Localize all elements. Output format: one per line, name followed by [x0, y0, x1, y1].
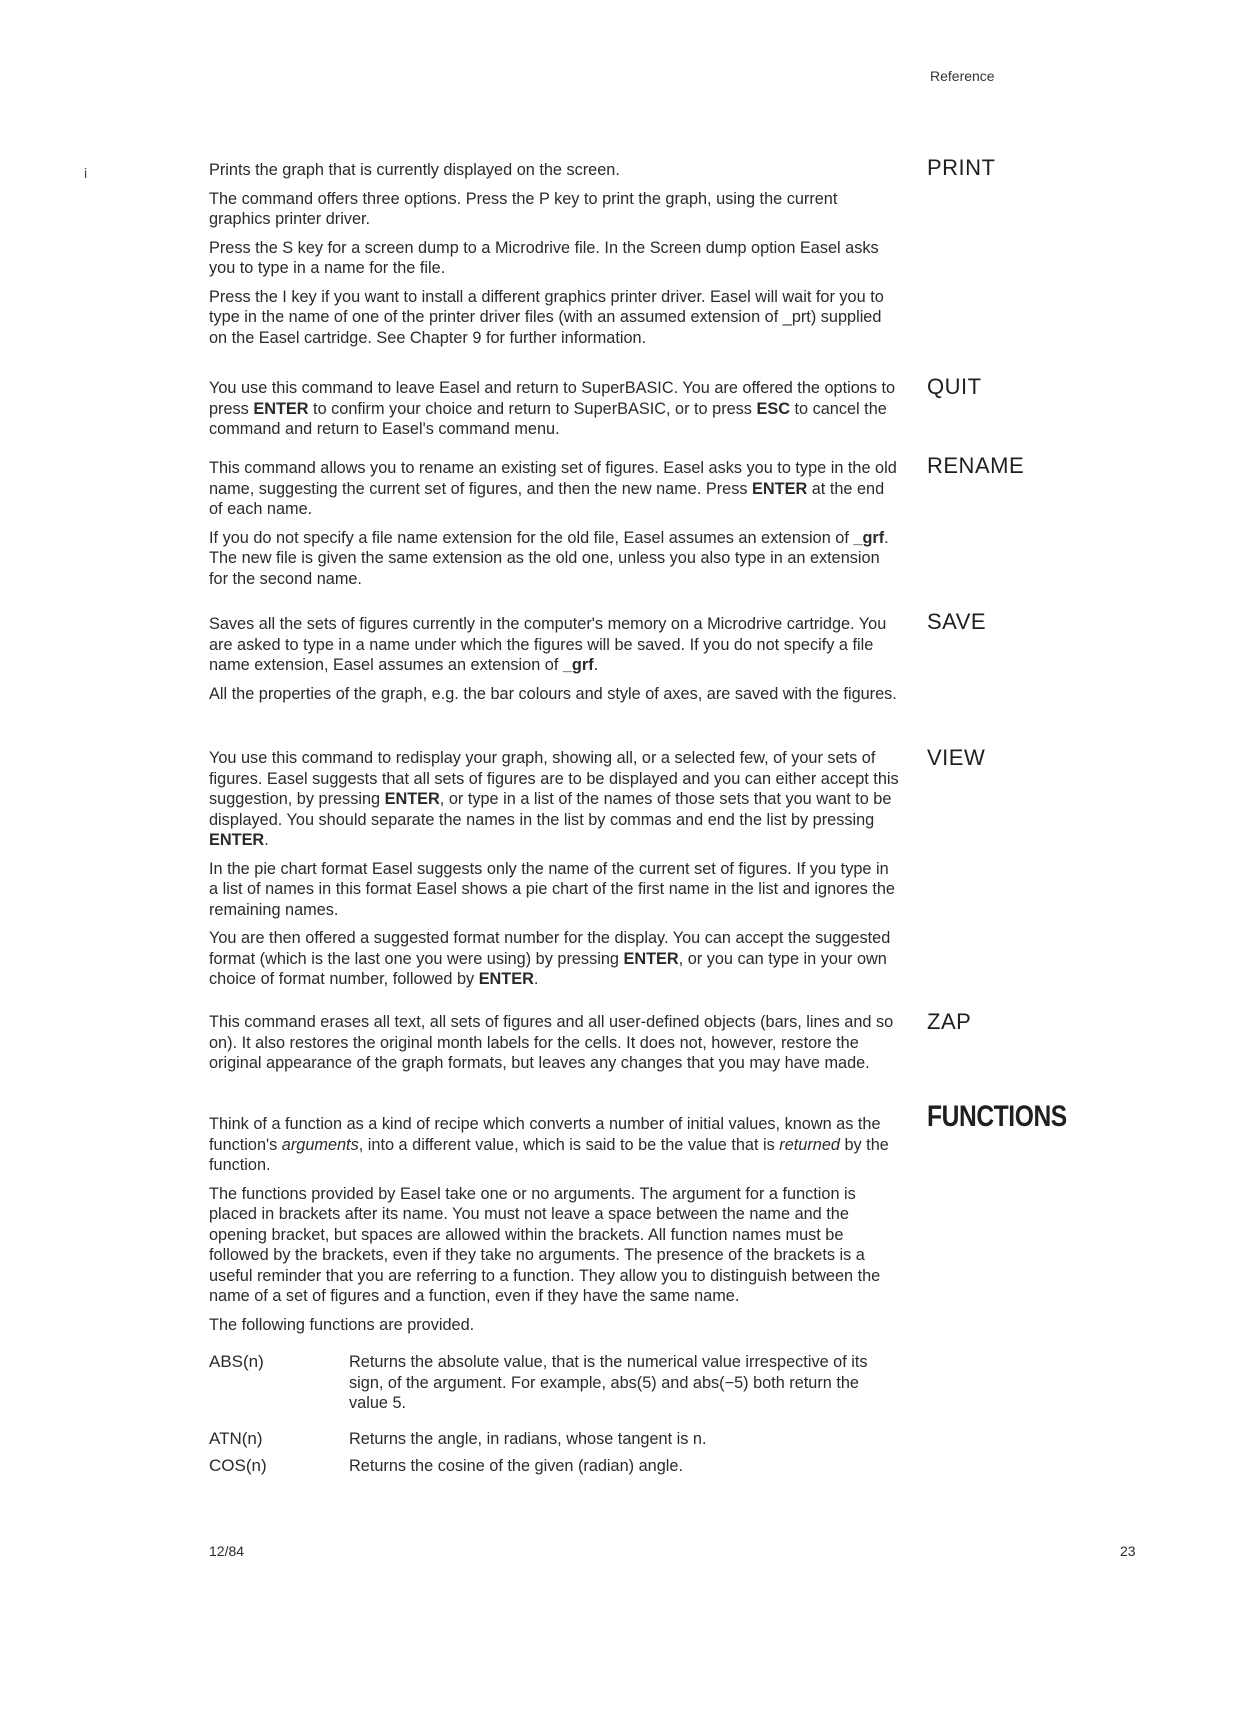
rename-p1: This command allows you to rename an existing set of figures. Easel asks you to type in the old name, suggesting the current set of figures, and then the new name. Press ENTER at the end of each name. — [209, 459, 897, 518]
save-p2: All the properties of the graph, e.g. the bar colours and style of axes, are saved with the figures. — [209, 684, 897, 703]
keyword-functions: FUNCTIONS — [927, 1100, 1067, 1133]
print-p1: Prints the graph that is currently displayed on the screen. — [209, 161, 620, 179]
section-view — [209, 748, 900, 998]
functions-p2: The functions provided by Easel take one or no arguments. The argument for a function is placed in brackets after its name. You must not leave a space between the name and the opening bracket, but spaces are allowed within the brackets. All function names must be followed by the brackets, even if they take no arguments. The presence of the brackets is a useful reminder that you are referring to a function. They allow you to distinguish between the name of a set of figures and a function, even if they have the same name. — [209, 1184, 881, 1305]
keyword-save: SAVE — [927, 609, 987, 634]
keyword-zap: ZAP — [927, 1009, 972, 1034]
function-name: ABS(n) — [209, 1352, 264, 1371]
section-save — [209, 614, 900, 712]
function-name: COS(n) — [209, 1456, 267, 1475]
function-name: ATN(n) — [209, 1429, 263, 1448]
keyword-quit: QUIT — [927, 374, 982, 399]
print-p4: Press the I key if you want to install a different graphics printer driver. Easel will wait for you to type in the name of one of the printer driver files (with an assumed extension of _prt) supplied on the Easel cartridge. See Chapter 9 for further information. — [209, 287, 884, 347]
function-desc: Returns the angle, in radians, whose tangent is n. — [349, 1430, 707, 1448]
functions-p3: The following functions are provided. — [209, 1315, 475, 1334]
stray-mark: i — [84, 165, 88, 181]
section-zap — [209, 1012, 900, 1082]
section-print — [209, 160, 900, 356]
view-p2: In the pie chart format Easel suggests only the name of the current set of figures. If you type in a list of names in this format Easel shows a pie chart of the first name in the list and ignores the remaining names. — [209, 859, 895, 919]
zap-p1: This command erases all text, all sets of figures and all user-defined objects (bars, lines and so on). It also restores the original month labels for the cells. It does not, however, restore the original appearance of the graph formats, but leaves any changes that you may have made. — [209, 1013, 894, 1072]
print-p2: The command offers three options. Press the P key to print the graph, using the current graphics printer driver. — [209, 189, 838, 228]
save-p1: Saves all the sets of figures currently in the computer's memory on a Microdrive cartridge. You are asked to type in a name under which the figures will be saved. If you do not specify a file name extension, Easel assumes an extension of _grf. — [209, 615, 887, 674]
keyword-rename: RENAME — [927, 453, 1025, 478]
keyword-print: PRINT — [927, 155, 996, 180]
function-desc: Returns the cosine of the given (radian) angle. — [349, 1457, 683, 1475]
function-desc: Returns the absolute value, that is the numerical value irrespective of its sign, of the argument. For example, abs(5) and abs(−5) both return the value 5. — [349, 1353, 868, 1412]
section-functions — [209, 1114, 900, 1343]
view-p3: You are then offered a suggested format number for the display. You can accept the suggested format (which is the last one you were using) by pressing ENTER, or you can type in your own choice of format number, followed by ENTER. — [209, 929, 891, 988]
functions-p1: Think of a function as a kind of recipe which converts a number of initial values, known as the function's arguments, into a different value, which is said to be the value that is returned by the function. — [209, 1115, 889, 1174]
section-quit — [209, 378, 900, 448]
view-p1: You use this command to redisplay your graph, showing all, or a selected few, of your sets of figures. Easel suggests that all sets of figures are to be displayed and you can either accept this suggestion, by pressing ENTER, or type in a list of the names of those sets that you want to be displayed. You should separate the names in the list by commas and end the list by pressing ENTER. — [209, 749, 899, 849]
quit-p1: You use this command to leave Easel and return to SuperBASIC. You are offered the options to press ENTER to confirm your choice and return to SuperBASIC, or to press ESC to cancel the command and return to Easel's command menu. — [209, 379, 896, 438]
page-number: 23 — [1120, 1543, 1136, 1559]
footer-date: 12/84 — [209, 1543, 245, 1559]
rename-p2: If you do not specify a file name extension for the old file, Easel assumes an extension of _grf. The new file is given the same extension as the old one, unless you also type in an extension for the second name. — [209, 528, 889, 588]
running-header: Reference — [930, 68, 995, 84]
section-rename — [209, 458, 900, 597]
print-p3: Press the S key for a screen dump to a Microdrive file. In the Screen dump option Easel asks you to type in a name for the file. — [209, 238, 879, 277]
keyword-view: VIEW — [927, 745, 986, 770]
